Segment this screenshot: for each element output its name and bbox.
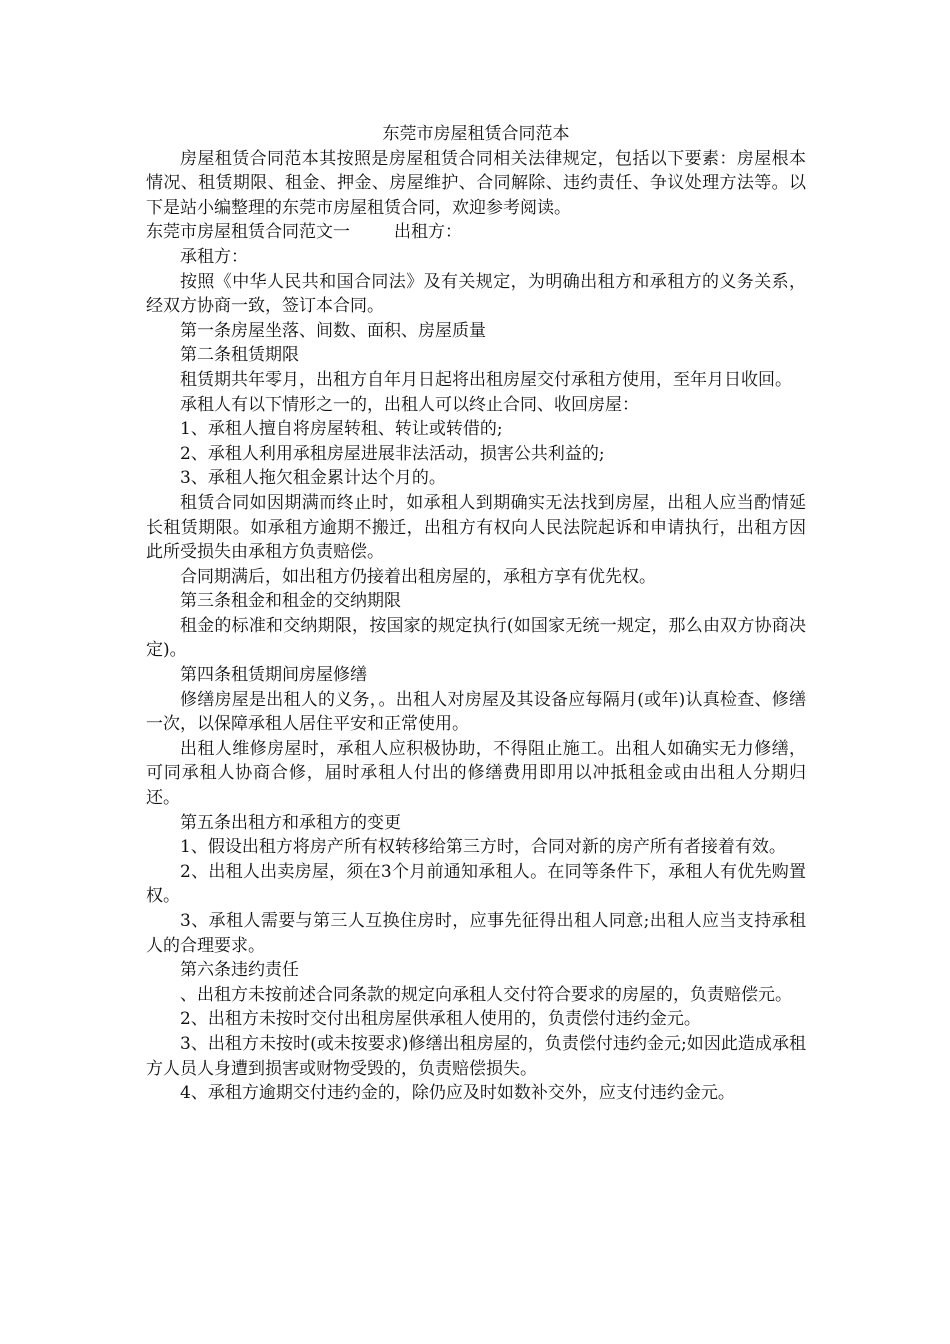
intro-paragraph: 房屋租赁合同范本其按照是房屋租赁合同相关法律规定，包括以下要素：房屋根本情况、租赁期限、租金、押金、房屋维护、合同解除、违约责任、争议处理方法等。以下是站小编整理的东莞市房屋租赁合同，欢迎参考阅读。 [146,148,806,218]
clause-heading: 第一条房屋坐落、间数、面积、房屋质量 [180,320,486,341]
list-item: 2、出租方未按时交付出租房屋供承租人使用的，负责偿付违约金元。 [180,1009,701,1030]
list-item: 3、出租方未按时(或未按要求)修缮出租房屋的，负责偿付违约金元;如因此造成承租方人员人身遭到损害或财物受毁的，负责赔偿损失。 [146,1033,806,1079]
paragraph: 租赁合同如因期满而终止时，如承租人到期确实无法找到房屋，出租人应当酌情延长租赁期限。如承租方逾期不搬迁，出租方有权向人民法院起诉和申请执行，出租方因此所受损失由承租方负责赔偿。 [146,492,806,563]
lessor-label: 出租方： [394,222,462,243]
document-title: 东莞市房屋租赁合同范本 [382,124,570,144]
paragraph: 租金的标准和交纳期限，按国家的规定执行(如国家无统一规定，那么由双方协商决定)。 [146,615,806,661]
paragraph: 修缮房屋是出租人的义务，。出租人对房屋及其设备应每隔月(或年)认真检查、修缮一次，以保障承租人居住平安和正常使用。 [146,689,806,735]
paragraph: 出租人维修房屋时，承租人应积极协助，不得阻止施工。出租人如确实无力修缮，可同承租人协商合修，届时承租人付出的修缮费用即用以冲抵租金或由出租人分期归还。 [146,738,806,809]
list-item: 1、承租人擅自将房屋转租、转让或转借的; [180,419,503,440]
list-item: 、出租方未按前述合同条款的规定向承租人交付符合要求的房屋的，负责赔偿元。 [180,984,792,1005]
list-item: 3、承租人拖欠租金累计达个月的。 [180,468,446,489]
list-item: 2、承租人利用承租房屋进展非法活动，损害公共利益的; [180,443,605,464]
section-heading-line [146,220,806,245]
section-label: 东莞市房屋租赁合同范文一 [146,222,350,243]
paragraph: 合同期满后，如出租方仍接着出租房屋的，承租方享有优先权。 [180,566,656,587]
list-item: 2、出租人出卖房屋，须在3个月前通知承租人。在同等条件下，承租人有优先购置权。 [146,861,806,907]
clause-heading: 第六条违约责任 [180,960,299,981]
clause-heading: 第四条租赁期间房屋修缮 [180,665,367,686]
clause-heading: 第二条租赁期限 [180,345,299,366]
list-item: 4、承租方逾期交付违约金的，除仍应及时如数补交外，应支付违约金元。 [180,1083,735,1104]
clause-heading: 第三条租金和租金的交纳期限 [180,591,401,612]
paragraph: 按照《中华人民共和国合同法》及有关规定，为明确出租方和承租方的义务关系，经双方协商一致，签订本合同。 [146,271,806,317]
clause-heading: 第五条出租方和承租方的变更 [180,812,401,833]
document-page [146,122,806,1106]
list-item: 1、假设出租方将房产所有权转移给第三方时，合同对新的房产所有者接着有效。 [180,837,786,858]
paragraph: 承租人有以下情形之一的，出租人可以终止合同、收回房屋： [180,394,639,415]
paragraph: 租赁期共年零月，出租方自年月日起将出租房屋交付承租方使用，至年月日收回。 [180,369,792,390]
lessee-label: 承租方： [180,246,248,267]
list-item: 3、承租人需要与第三人互换住房时，应事先征得出租人同意;出租人应当支持承租人的合理要求。 [146,911,806,956]
